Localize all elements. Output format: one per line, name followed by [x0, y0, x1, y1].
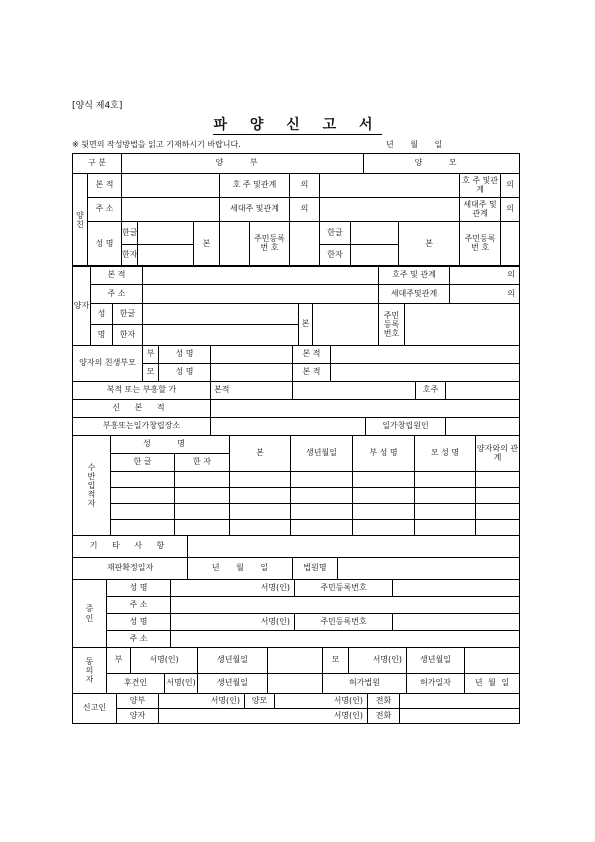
yc-mo-hangeul-label: 한글: [320, 222, 351, 244]
bp-mo-name-field[interactable]: [211, 364, 293, 382]
yc-mo-hangeul-field[interactable]: [351, 222, 399, 244]
companions-table: [72, 435, 520, 536]
yc-mo-sedaeju-ui: 의: [501, 198, 520, 222]
reporter-table: [72, 693, 520, 724]
rp-phone-field-2[interactable]: [400, 709, 520, 724]
cs-bu-label: 부: [107, 648, 131, 674]
birth-parents-label: 양자의 친생부모: [73, 346, 143, 382]
restore-hoju-label: 호주: [416, 382, 446, 400]
comp-cell[interactable]: [230, 488, 291, 504]
yj-bonjeok-label: 본 적: [91, 266, 143, 285]
rp-phone-label-1: 전화: [368, 694, 400, 709]
yc-mo-resident-field[interactable]: [501, 222, 520, 267]
gubun-header: 구 분: [73, 154, 122, 174]
other-field[interactable]: [188, 536, 520, 558]
bp-mo-bonjeok-label: 본 적: [293, 364, 331, 382]
comp-cell[interactable]: [230, 504, 291, 520]
comp-birth-header: 생년월일: [291, 436, 353, 472]
yj-hanja-field[interactable]: [143, 325, 299, 346]
comp-relation-header: 양자와의 관 계: [476, 436, 520, 472]
comp-cell[interactable]: [476, 488, 520, 504]
consent-label: 동의자: [73, 648, 107, 694]
bp-bu-bonjeok-field[interactable]: [331, 346, 520, 364]
bp-mo-name-label: 성 명: [159, 364, 211, 382]
comp-cell[interactable]: [175, 504, 230, 520]
comp-name-header: 성 명: [111, 436, 230, 454]
yc-mo-sedaeju-label: 세대주 및관계: [460, 198, 501, 222]
yc-bu-name-grid: [122, 222, 193, 266]
cs-bu-birth-label: 생년월일: [198, 648, 268, 674]
w2-resident-field[interactable]: [393, 614, 520, 631]
rp-yangmo-sign[interactable]: 서명(인): [275, 694, 368, 709]
comp-cell[interactable]: [291, 520, 353, 536]
witness-label: 증인: [73, 580, 107, 648]
yj-resident-field[interactable]: [405, 304, 520, 346]
yc-bu-hangeul-label: 한글: [122, 222, 138, 244]
bp-mo-bonjeok-field[interactable]: [331, 364, 520, 382]
place-reason-field[interactable]: [446, 418, 520, 436]
yj-juso-field[interactable]: [143, 285, 379, 304]
comp-cell[interactable]: [353, 472, 415, 488]
yangchin-label: 양친: [73, 174, 88, 267]
w1-resident-label: 주민등록번호: [295, 580, 393, 597]
yc-mo-hoju-ui: 의: [501, 174, 520, 198]
w1-resident-field[interactable]: [393, 580, 520, 597]
rp-phone-label-2: 전화: [368, 709, 400, 724]
comp-cell[interactable]: [175, 472, 230, 488]
comp-cell[interactable]: [175, 520, 230, 536]
yc-bu-hangeul-field[interactable]: [138, 222, 193, 244]
rp-yangja-label: 양자: [117, 709, 159, 724]
w1-juso-label: 주 소: [107, 597, 171, 614]
yj-hoju-label: 호주 및 관계: [379, 266, 450, 285]
yc-juso-label: 주 소: [88, 198, 122, 222]
yc-mo-juso-field[interactable]: [320, 198, 460, 222]
cs-permit-date-field[interactable]: 년 월 일: [465, 674, 520, 694]
form-title: [0, 114, 595, 134]
cs-bu-sign[interactable]: 서명(인): [131, 648, 198, 674]
yc-bu-hanja-label: 한자: [122, 244, 138, 266]
yc-mo-bon-label: 본: [399, 222, 460, 267]
w2-juso-field[interactable]: [171, 631, 520, 648]
cs-guardian-label: 후견인: [107, 674, 165, 694]
rp-yangbu-sign[interactable]: 서명(인): [159, 694, 245, 709]
restore-bonjeok-field[interactable]: [293, 382, 416, 400]
yangmo-header: 양 모: [364, 154, 520, 174]
yc-bu-sedaeju-ui: 의: [290, 198, 320, 222]
yc-mo-hanja-field[interactable]: [351, 244, 399, 266]
comp-father-header: 부 성 명: [353, 436, 415, 472]
reporter-label: 신고인: [73, 694, 117, 724]
yc-bu-sedaeju-label: 세대주 및관계: [220, 198, 290, 222]
yc-bonjeok-label: 본 적: [88, 174, 122, 198]
comp-cell[interactable]: [230, 472, 291, 488]
report-date: 년 월 일: [386, 140, 443, 149]
court-field[interactable]: [338, 558, 520, 580]
w2-name-label: 성 명: [107, 614, 171, 631]
notice-text: ※ 뒷면의 작성방법을 읽고 기재하시기 바랍니다.: [72, 140, 241, 149]
comp-cell[interactable]: [111, 520, 175, 536]
yj-bon-field[interactable]: [313, 304, 379, 346]
trial-date-label: 재판확정일자: [73, 558, 188, 580]
new-bonjeok-field[interactable]: [211, 400, 520, 418]
yc-bu-hoju-label: 호 주 및관계: [220, 174, 290, 198]
yc-mo-hoju-label: 호 주 및관계: [460, 174, 501, 198]
comp-cell[interactable]: [415, 504, 476, 520]
cs-mo-birth-field[interactable]: [465, 648, 520, 674]
yj-sedaeju-label: 세대주및관계: [379, 285, 450, 304]
yc-mo-name-grid: [320, 222, 398, 266]
comp-cell[interactable]: [476, 520, 520, 536]
comp-hanja-header: 한 자: [175, 454, 230, 472]
yc-bu-bon-label: 본: [194, 222, 220, 267]
comp-cell[interactable]: [476, 472, 520, 488]
yj-hanja-label: 한자: [113, 325, 143, 346]
comp-cell[interactable]: [175, 488, 230, 504]
comp-cell[interactable]: [111, 472, 175, 488]
comp-cell[interactable]: [230, 520, 291, 536]
comp-cell[interactable]: [353, 504, 415, 520]
restore-label: 복적 또는 부흥할 가: [73, 382, 211, 400]
comp-cell[interactable]: [476, 504, 520, 520]
title-text: 파 양 신 고 서: [213, 117, 382, 133]
restore-bonjeok-label: 본적: [211, 382, 293, 400]
comp-cell[interactable]: [291, 488, 353, 504]
yj-hangeul-label: 한글: [113, 304, 143, 325]
yc-bu-bonjeok-field[interactable]: [122, 174, 220, 198]
yc-mo-hanja-label: 한자: [320, 244, 351, 266]
cs-mo-label: 모: [323, 648, 349, 674]
yc-bu-resident-label: 주민등록 번 호: [250, 222, 290, 267]
comp-cell[interactable]: [415, 472, 476, 488]
place-reason-label: 일가창립원인: [366, 418, 446, 436]
adoptee-table: [72, 265, 520, 346]
cs-guardian-birth-label: 생년월일: [198, 674, 268, 694]
w1-name-label: 성 명: [107, 580, 171, 597]
w1-juso-field[interactable]: [171, 597, 520, 614]
yc-name-label: 성 명: [88, 222, 122, 267]
rp-yangja-sign[interactable]: 서명(인): [159, 709, 368, 724]
yj-hangeul-field[interactable]: [143, 304, 299, 325]
restore-hoju-field[interactable]: [446, 382, 520, 400]
yj-myeong-label: 명: [91, 325, 113, 346]
trial-date-field[interactable]: 년 월 일: [188, 558, 293, 580]
place-field[interactable]: [211, 418, 366, 436]
w1-sign-field[interactable]: 서명(인): [171, 580, 295, 597]
w2-sign-field[interactable]: 서명(인): [171, 614, 295, 631]
yangbu-header: 양 부: [122, 154, 364, 174]
witness-table: [72, 579, 520, 648]
comp-cell[interactable]: [415, 520, 476, 536]
other-label: 기 타 사 항: [73, 536, 188, 558]
comp-cell[interactable]: [291, 472, 353, 488]
bp-mo-label: 모: [143, 364, 159, 382]
yc-bu-juso-field[interactable]: [122, 198, 220, 222]
yc-mo-resident-label: 주민등록 번 호: [460, 222, 501, 267]
yj-bonjeok-field[interactable]: [143, 266, 379, 285]
new-bonjeok-label: 신 본 적: [73, 400, 211, 418]
other-table: [72, 535, 520, 580]
yc-bu-hoju-ui: 의: [290, 174, 320, 198]
cs-permit-date-label: 허가일자: [407, 674, 465, 694]
form-code: [양식 제4호]: [72, 101, 123, 111]
w2-resident-label: 주민등록번호: [295, 614, 393, 631]
comp-cell[interactable]: [291, 504, 353, 520]
yangja-label: 양자: [73, 266, 91, 346]
yc-bu-bon-field[interactable]: [220, 222, 250, 267]
yc-bu-resident-field[interactable]: [290, 222, 320, 267]
comp-cell[interactable]: [111, 488, 175, 504]
cs-mo-birth-label: 생년월일: [407, 648, 465, 674]
yj-juso-label: 주 소: [91, 285, 143, 304]
comp-hangeul-header: 한 글: [111, 454, 175, 472]
consent-table: [72, 647, 520, 694]
cs-permit-court-label: 허가법원: [323, 674, 407, 694]
rp-yangbu-label: 양부: [117, 694, 159, 709]
comp-cell[interactable]: [111, 504, 175, 520]
comp-cell[interactable]: [415, 488, 476, 504]
comp-cell[interactable]: [353, 520, 415, 536]
cs-guardian-sign[interactable]: 서명(인): [165, 674, 198, 694]
rp-yangmo-label: 양모: [245, 694, 275, 709]
yj-hoju-ui: 의: [450, 266, 520, 285]
rp-phone-field-1[interactable]: [400, 694, 520, 709]
bp-bu-name-field[interactable]: [211, 346, 293, 364]
yj-seong-label: 성: [91, 304, 113, 325]
comp-cell[interactable]: [353, 488, 415, 504]
bp-bu-name-label: 성 명: [159, 346, 211, 364]
place-label: 부흥또는일가창립장소: [73, 418, 211, 436]
cs-bu-birth-field[interactable]: [268, 648, 323, 674]
yj-bon-label: 본: [299, 304, 313, 346]
court-label: 법원명: [293, 558, 338, 580]
yc-bu-hanja-field[interactable]: [138, 244, 193, 266]
cs-mo-sign[interactable]: 서명(인): [349, 648, 407, 674]
bp-bu-bonjeok-label: 본 적: [293, 346, 331, 364]
birth-parents-table: [72, 345, 520, 436]
comp-bon-header: 본: [230, 436, 291, 472]
cs-guardian-birth-field[interactable]: [268, 674, 323, 694]
bp-bu-label: 부: [143, 346, 159, 364]
adoptive-parents-table: [72, 153, 520, 267]
companions-label: 수반입적자: [73, 436, 111, 536]
comp-mother-header: 모 성 명: [415, 436, 476, 472]
yj-resident-label: 주민 등록 번호: [379, 304, 405, 346]
w2-juso-label: 주 소: [107, 631, 171, 648]
yj-sedaeju-ui: 의: [450, 285, 520, 304]
yc-mo-bonjeok-field[interactable]: [320, 174, 460, 198]
